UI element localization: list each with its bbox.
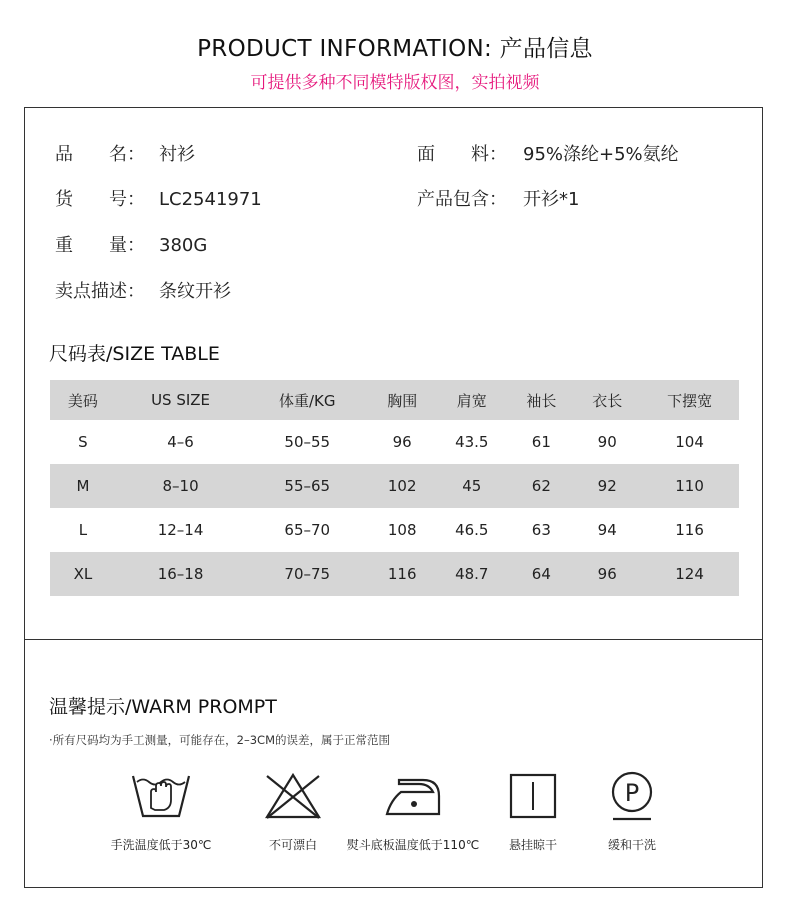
table-cell: 124	[640, 552, 739, 596]
table-row	[50, 420, 739, 464]
table-cell: 108	[387, 521, 417, 539]
info-label: 货 号：	[55, 189, 145, 210]
info-value: 衬衫	[159, 144, 195, 165]
table-cell: XL	[50, 552, 116, 596]
table-cell: 94	[597, 521, 617, 539]
table-cell: 90	[597, 433, 617, 451]
info-value: 380G	[159, 235, 208, 256]
table-cell: 104	[675, 433, 704, 451]
info-label: 面 料：	[417, 144, 507, 165]
hand-wash-icon	[129, 770, 193, 822]
size-table	[50, 380, 739, 596]
table-row	[50, 464, 739, 508]
info-value: 条纹开衫	[159, 281, 231, 302]
care-item-iron	[343, 770, 483, 853]
table-cell: M	[50, 464, 116, 508]
table-cell: 16–18	[116, 552, 245, 596]
info-label: 品 名：	[55, 144, 145, 165]
table-cell: 61	[531, 433, 551, 451]
info-value: 开衫*1	[523, 189, 580, 210]
table-cell: 62	[508, 464, 574, 508]
care-label: 熨斗底板温度低于110℃	[346, 838, 480, 852]
warm-prompt-panel	[24, 639, 763, 888]
care-label: 手洗温度低于30℃	[110, 838, 212, 852]
info-fabric	[417, 140, 679, 166]
measurement-note: ·所有尺码均为手工测量，可能存在，2–3CM的误差，属于正常范围	[49, 733, 390, 747]
page-title: PRODUCT INFORMATION: 产品信息	[197, 36, 593, 62]
table-cell: L	[78, 521, 88, 539]
table-cell: 116	[369, 552, 435, 596]
info-label: 卖点描述：	[55, 281, 145, 302]
info-label: 产品包含：	[417, 189, 507, 210]
table-cell: 96	[574, 552, 640, 596]
info-value: LC2541971	[159, 189, 262, 210]
care-label: 不可漂白	[268, 838, 317, 852]
table-cell: 65–70	[284, 521, 331, 539]
info-label: 重 量：	[55, 235, 145, 256]
care-item-no-bleach	[223, 770, 363, 853]
column-header: 胸围	[369, 380, 435, 420]
info-selling-point	[55, 277, 231, 303]
table-cell: 70–75	[245, 552, 369, 596]
column-header: 美码	[50, 380, 116, 420]
page-subtitle: 可提供多种不同模特版权图，实拍视频	[250, 73, 540, 93]
table-cell: 55–65	[245, 464, 369, 508]
size-table-title: 尺码表/SIZE TABLE	[49, 343, 220, 365]
column-header: 下摆宽	[640, 380, 739, 420]
table-cell: 45	[435, 464, 508, 508]
table-row	[50, 508, 739, 552]
table-cell: 4–6	[167, 433, 194, 451]
column-header: US SIZE	[116, 380, 245, 420]
column-header: 袖长	[508, 380, 574, 420]
iron-icon	[381, 770, 445, 822]
info-weight	[55, 231, 207, 257]
table-cell: 12–14	[157, 521, 204, 539]
table-cell: S	[78, 433, 88, 451]
column-header: 体重/KG	[245, 380, 369, 420]
info-package	[417, 185, 579, 211]
table-cell: 64	[508, 552, 574, 596]
table-header-row	[50, 380, 739, 420]
care-item-hand-wash	[91, 770, 231, 853]
table-cell: 43.5	[455, 433, 489, 451]
table-cell: 50–55	[284, 433, 331, 451]
column-header: 衣长	[574, 380, 640, 420]
line-dry-icon	[501, 770, 565, 822]
table-cell: 46.5	[455, 521, 489, 539]
svg-text:P: P	[624, 779, 640, 807]
table-cell: 110	[640, 464, 739, 508]
product-info-panel	[24, 107, 763, 640]
table-cell: 48.7	[435, 552, 508, 596]
table-cell: 63	[531, 521, 551, 539]
table-cell: 92	[574, 464, 640, 508]
table-cell: 116	[675, 521, 704, 539]
info-value: 95%涤纶+5%氨纶	[523, 144, 679, 165]
column-header: 肩宽	[435, 380, 508, 420]
care-label: 悬挂晾干	[508, 838, 557, 852]
table-row	[50, 552, 739, 596]
table-cell: 8–10	[116, 464, 245, 508]
table-cell: 102	[369, 464, 435, 508]
table-cell: 96	[392, 433, 412, 451]
care-item-dry-clean	[562, 770, 702, 853]
warm-prompt-title: 温馨提示/WARM PROMPT	[49, 696, 277, 718]
no-bleach-icon	[261, 770, 325, 822]
care-label: 缓和干洗	[607, 838, 656, 852]
dry-clean-p-icon	[600, 770, 664, 822]
info-name	[55, 140, 195, 166]
info-item-no	[55, 185, 262, 211]
